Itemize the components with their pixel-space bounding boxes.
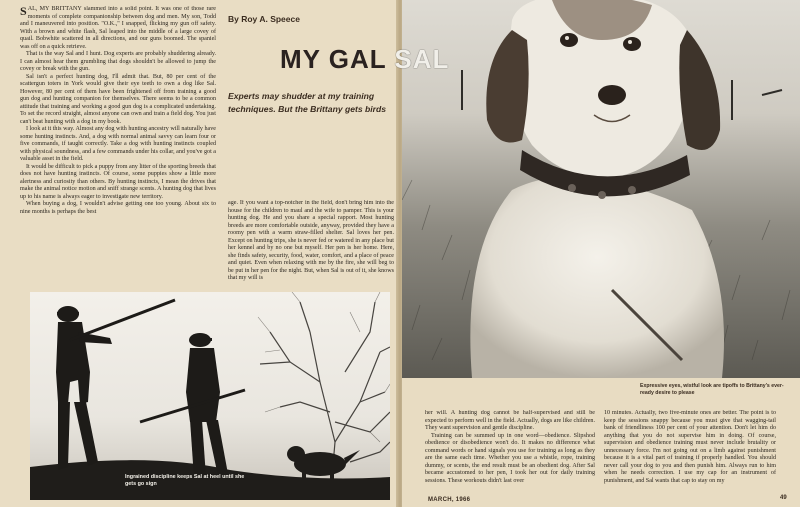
paragraph: Training can be summed up in one word—obedience. Slipshod obedience or disobedience won't do. It makes no difference what command words or hand signals you use for training as long as they are the same each time. Whether you use a whistle, rope, training dummy, or scents, the end result must be an obedient dog. After Sal became accustomed to her pen, I took her out for daily training sessions. These workouts didn't last over [425, 432, 595, 484]
left-text-column [20, 6, 216, 288]
right-text-column-2 [604, 410, 776, 506]
paragraph: When buying a dog, I wouldn't advise getting one too young. About six to nine months is perhaps the best [20, 201, 216, 215]
right-text-column-1 [425, 410, 595, 496]
hunters-photo-caption: Ingrained discipline keeps Sal at heel until she gets go sign [125, 474, 245, 487]
issue-date: MARCH, 1966 [428, 497, 471, 503]
byline: By Roy A. Speece [228, 14, 300, 24]
page-number: 49 [780, 495, 787, 501]
brittany-dog-photo [402, 0, 800, 378]
paragraph: Sal isn't a perfect hunting dog, I'll admit that. But, 80 per cent of the scattergun toters in York would give their eye teeth to own a dog like Sal. However, 80 per cent of them have been frightened off from training a good gun dog and hunting companion for themselves. There seems to be a common attitude that training and working a good gun dog is a complicated undertaking. To set the record straight, almost anyone can own and train a field dog. You just can't beat hunting with a dog in my book. [20, 73, 216, 125]
title-left-part: MY GAL [280, 44, 395, 74]
left-page [0, 0, 398, 507]
paragraph: 10 minutes. Actually, two five-minute ones are better. The point is to keep the sessions snappy because you must give that wagging-tail bank of friendliness 100 per cent of your attention. Don't let him do anything that you do not supervise him in doing. Of course, supervision and obedience training must never include brutality or unnecessary force. I'm not going out on a limb against punishment because it is a vital part of training if properly handled. You should never call your dog to you and then punish him. Always run to him when he needs correction. I use my cap for an instrument of punishment, and Sal wants that cap to stay on my [604, 410, 776, 484]
paragraph: her will. A hunting dog cannot be half-supervised and still be expected to perform well in the field. Actually, dogs are like children. They want supervision and gentle discipline. [425, 410, 595, 431]
article-title [280, 44, 449, 75]
paragraph: That is the way Sal and I hunt. Dog experts are probably shuddering already. I can almost hear them grumbling that dogs shouldn't be allowed to jump the covey or break with the gun. [20, 51, 216, 72]
lead-paragraph: SAL, MY BRITTANY slammed into a solid point. It was one of those rare moments of complete companionship between dog and men. My son, Todd and I maneuvered into position. "O.K.," I snapped, flicking my gun off safety. With a brown and white flash, Sal leaped into the middle of a large covey of quail. Bobwhite scattered in all directions, and our guns boomed. The spaniel was off on a quick retrieve. [20, 6, 216, 50]
article-deck: Experts may shudder at my training techniques. But the Brittany gets birds [228, 91, 387, 114]
hunters-photo [30, 292, 390, 500]
paragraph: It would be difficult to pick a puppy from any litter of the sporting breeds that does not have hunting instincts. Of course, some puppies show a little more alertness and curiosity than others. By hunting instincts, I mean the drives that make the animal notice motion and sniff strange scents. A hunting dog that lives up to his name is always eager to investigate new territory. [20, 163, 216, 200]
hunters-silhouette-illustration [30, 292, 390, 500]
paragraph: age. If you want a top-notcher in the field, don't bring him into the house for the children to maul and the wife to pamper. This is your hunting dog. He and you share a special rapport. Most hunting breeds are more comfortable outside, anyway, provided they have a roomy pen with a warm straw-filled shelter. Sal loves her pen. Except on hunting trips, she is never fed or watered in any place but her kennel and by no one but myself. Her pen is her home. Here, she finds safety, security, food, water, comfort, and a place of peace and quiet. Even when relaxing with me by the fire, she will beg to be put in her pen for the night. But, when Sal is out of it, she knows that my will is [228, 200, 394, 281]
middle-text-column [228, 200, 394, 288]
paragraph: I look at it this way. Almost any dog with hunting ancestry will naturally have some hunting instincts. And, a dog with normal animal savvy can learn four or five commands, if taught correctly. Take a dog with hunting instincts coupled with physical soundness, and a few commands under his collar, and you've got a valuable asset in the field. [20, 126, 216, 162]
title-right-part: SAL [394, 44, 450, 74]
dog-photo-caption: Expressive eyes, wistful look are tipoffs to Brittany's ever-ready desire to please [640, 383, 784, 396]
brittany-portrait-illustration [402, 0, 800, 378]
drop-cap: S [20, 6, 27, 18]
